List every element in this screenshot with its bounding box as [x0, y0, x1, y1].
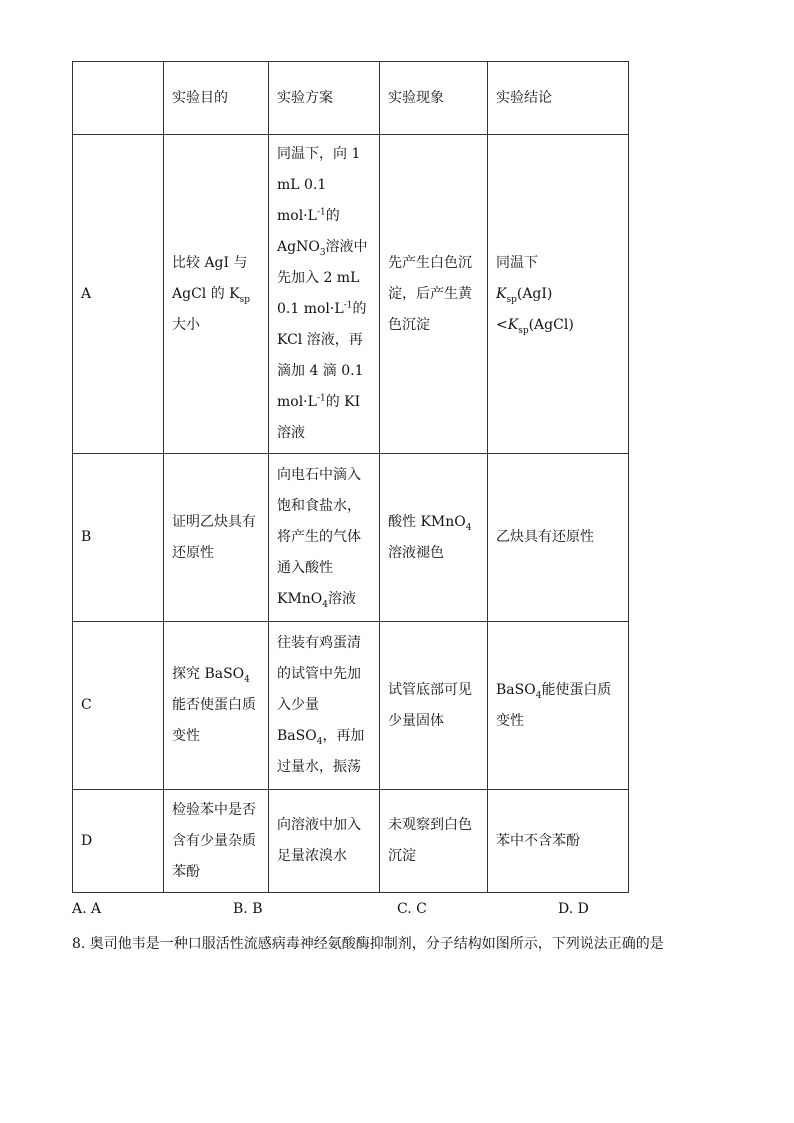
option-d[interactable]: D. D: [558, 901, 589, 917]
conclusion-cell: BaSO$_4$能使蛋白质变性: [488, 622, 629, 790]
observation-cell: 先产生白色沉淀，后产生黄色沉淀: [380, 135, 488, 454]
option-a[interactable]: A. A: [72, 901, 102, 917]
table-row: [73, 790, 629, 893]
table-header-row: [73, 62, 629, 135]
row-label: B: [73, 454, 164, 622]
experiment-table: [72, 61, 629, 893]
observation-cell: 酸性 KMnO$_4$溶液褪色: [380, 454, 488, 622]
question-8-text: 8. 奥司他韦是一种口服活性流感病毒神经氨酸酶抑制剂，分子结构如图所示，下列说法正确的是: [72, 936, 664, 952]
header-cell-empty: [73, 62, 164, 135]
option-b[interactable]: B. B: [233, 901, 263, 917]
conclusion-cell: 苯中不含苯酚: [488, 790, 629, 893]
plan-cell: 向电石中滴入饱和食盐水，将产生的气体通入酸性 KMnO$_4$溶液: [269, 454, 380, 622]
plan-cell: 向溶液中加入足量浓溴水: [269, 790, 380, 893]
conclusion-cell: 乙炔具有还原性: [488, 454, 629, 622]
observation-cell: 试管底部可见少量固体: [380, 622, 488, 790]
purpose-cell: 比较 AgI 与 AgCl 的 $K_{sp}$大小: [164, 135, 269, 454]
table-row: [73, 135, 629, 454]
observation-cell: 未观察到白色沉淀: [380, 790, 488, 893]
row-label: D: [73, 790, 164, 893]
row-label: C: [73, 622, 164, 790]
purpose-cell: 证明乙炔具有还原性: [164, 454, 269, 622]
answer-options: [72, 901, 692, 923]
plan-cell: 同温下，向 1 mL 0.1 $mol\cdot L^{-1}$的 AgNO$_3$溶液中先加入 2 mL 0.1 $mol\cdot L^{-1}$的 KCl 溶液，再滴加 4 滴 0.1 $mol\cdot L^{-1}$的 KI 溶液: [269, 135, 380, 454]
header-cell-purpose: 实验目的: [164, 62, 269, 135]
header-cell-observation: 实验现象: [380, 62, 488, 135]
header-cell-conclusion: 实验结论: [488, 62, 629, 135]
purpose-cell: 探究 BaSO$_4$能否使蛋白质变性: [164, 622, 269, 790]
header-cell-plan: 实验方案: [269, 62, 380, 135]
table-row: [73, 622, 629, 790]
table-row: [73, 454, 629, 622]
row-label: A: [73, 135, 164, 454]
option-c[interactable]: C. C: [397, 901, 427, 917]
purpose-cell: 检验苯中是否含有少量杂质苯酚: [164, 790, 269, 893]
conclusion-cell: 同温下 $K_{sp}(AgI)<K_{sp}(AgCl)$: [488, 135, 629, 454]
plan-cell: 往装有鸡蛋清的试管中先加入少量 BaSO$_4$，再加过量水，振荡: [269, 622, 380, 790]
